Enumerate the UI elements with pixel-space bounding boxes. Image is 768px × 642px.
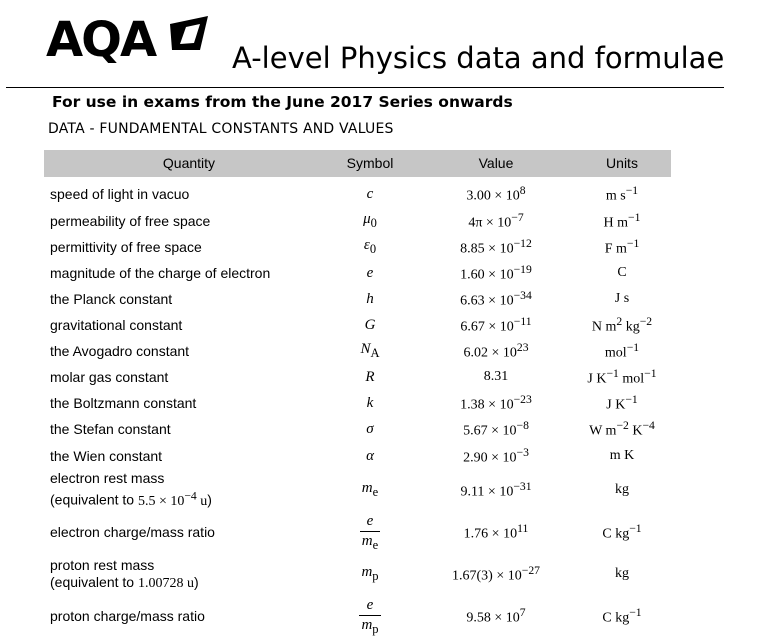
aqa-logo: AQA bbox=[46, 12, 156, 68]
units-cell: C bbox=[617, 265, 627, 280]
units-cell: W $m^{-2}$ $K^{-4}$ bbox=[589, 418, 655, 439]
value-cell: $9.58 \times 10^7$ bbox=[466, 605, 526, 626]
exam-series-subtitle: For use in exams from the June 2017 Series onwards bbox=[52, 93, 513, 111]
symbol-cell: $N_A$ bbox=[360, 341, 380, 360]
symbol-cell: R bbox=[365, 368, 375, 385]
value-cell: $5.67 \times 10^{-8}$ bbox=[463, 418, 529, 439]
units-cell: F $m^{-1}$ bbox=[604, 236, 640, 257]
symbol-cell: k bbox=[366, 394, 374, 411]
symbol-cell: c bbox=[366, 185, 374, 202]
symbol-cell: e bbox=[366, 264, 374, 281]
symbol-cell: σ bbox=[366, 420, 374, 437]
value-cell: $6.02 \times 10^{23}$ bbox=[463, 340, 529, 361]
value-cell: $1.76 \times 10^{11}$ bbox=[463, 521, 529, 542]
symbol-cell: $m_p$ bbox=[361, 564, 379, 583]
quantity-cell: molar gas constant bbox=[50, 368, 169, 385]
symbol-cell: h bbox=[366, 290, 374, 307]
quantity-cell: the Boltzmann constant bbox=[50, 394, 197, 411]
header-value: Value bbox=[478, 155, 514, 171]
symbol-cell: $\varepsilon_0$ bbox=[363, 237, 377, 256]
document-title: A-level Physics data and formulae bbox=[232, 41, 725, 75]
units-cell: mol$^{-1}$ bbox=[604, 340, 640, 361]
units-cell: C $kg^{-1}$ bbox=[602, 521, 642, 542]
table-row bbox=[44, 416, 671, 442]
header-units: Units bbox=[606, 155, 638, 171]
symbol-cell: $\frac{e}{m_p}$ bbox=[361, 596, 379, 636]
value-cell: $1.60 \times 10^{-19}$ bbox=[460, 262, 532, 283]
symbol-cell: G bbox=[364, 316, 376, 333]
quantity-cell: speed of light in vacuo bbox=[50, 185, 190, 202]
units-cell: J $K^{-1}$ mol$^{-1}$ bbox=[587, 366, 657, 387]
table-row bbox=[44, 181, 671, 207]
section-heading: DATA - FUNDAMENTAL CONSTANTS AND VALUES bbox=[48, 121, 394, 137]
symbol-cell: α bbox=[366, 447, 374, 464]
units-cell: N $m^2$ $kg^{-2}$ bbox=[591, 314, 653, 335]
units-cell: m $s^{-1}$ bbox=[605, 183, 639, 204]
value-cell: 8.31 bbox=[483, 369, 509, 384]
units-cell: C $kg^{-1}$ bbox=[602, 605, 642, 626]
value-cell: $3.00 \times 10^8$ bbox=[466, 183, 526, 204]
value-cell: $8.85 \times 10^{-12}$ bbox=[460, 236, 532, 257]
units-cell: kg bbox=[615, 566, 629, 581]
table-header bbox=[44, 150, 671, 177]
value-cell: $9.11 \times 10^{-31}$ bbox=[460, 479, 532, 500]
value-cell: $6.63 \times 10^{-34}$ bbox=[460, 288, 532, 309]
table-row bbox=[44, 596, 671, 636]
quantity-cell: the Avogadro constant bbox=[50, 342, 190, 359]
quantity-cell: magnitude of the charge of electron bbox=[50, 264, 271, 281]
value-cell: $4\pi \times 10^{-7}$ bbox=[468, 210, 524, 231]
quantity-cell: permittivity of free space bbox=[50, 238, 202, 255]
aqa-logo-mark-icon bbox=[168, 14, 212, 54]
quantity-cell: gravitational constant bbox=[50, 316, 183, 333]
quantity-cell: the Wien constant bbox=[50, 447, 163, 464]
value-cell: $1.38 \times 10^{-23}$ bbox=[460, 392, 532, 413]
units-cell: kg bbox=[615, 482, 629, 497]
quantity-cell: the Stefan constant bbox=[50, 420, 171, 437]
value-cell: $6.67 \times 10^{-11}$ bbox=[460, 314, 532, 335]
table-row bbox=[44, 512, 671, 552]
symbol-cell: $\mu_0$ bbox=[363, 211, 377, 230]
quantity-cell: permeability of free space bbox=[50, 212, 211, 229]
units-cell: J s bbox=[614, 291, 630, 306]
table-row bbox=[44, 364, 671, 390]
quantity-cell: electron rest mass (equivalent to $5.5 \times 10^{-4}$ u) bbox=[50, 470, 212, 509]
units-cell: m K bbox=[609, 448, 635, 463]
symbol-cell: $m_e$ bbox=[361, 480, 379, 499]
table-row bbox=[44, 390, 671, 416]
quantity-cell: proton charge/mass ratio bbox=[50, 607, 205, 624]
quantity-cell: the Planck constant bbox=[50, 290, 173, 307]
table-row bbox=[44, 312, 671, 338]
value-cell: $1.67(3) \times 10^{-27}$ bbox=[452, 563, 540, 584]
table-row bbox=[44, 208, 671, 234]
table-row bbox=[44, 234, 671, 260]
units-cell: H $m^{-1}$ bbox=[603, 210, 641, 231]
symbol-cell: $\frac{e}{m_e}$ bbox=[361, 512, 379, 552]
quantity-cell: proton rest mass (equivalent to 1.00728 u) bbox=[50, 556, 199, 591]
table-row bbox=[44, 442, 671, 470]
table-row bbox=[44, 260, 671, 286]
table-row bbox=[44, 286, 671, 312]
header-quantity: Quantity bbox=[162, 155, 216, 171]
value-cell: $2.90 \times 10^{-3}$ bbox=[463, 445, 529, 466]
units-cell: J $K^{-1}$ bbox=[606, 392, 638, 413]
table-row bbox=[44, 338, 671, 364]
header-divider bbox=[6, 87, 724, 88]
table-row bbox=[44, 470, 671, 510]
header-symbol: Symbol bbox=[346, 155, 394, 171]
table-row bbox=[44, 554, 671, 594]
quantity-cell: electron charge/mass ratio bbox=[50, 523, 215, 540]
